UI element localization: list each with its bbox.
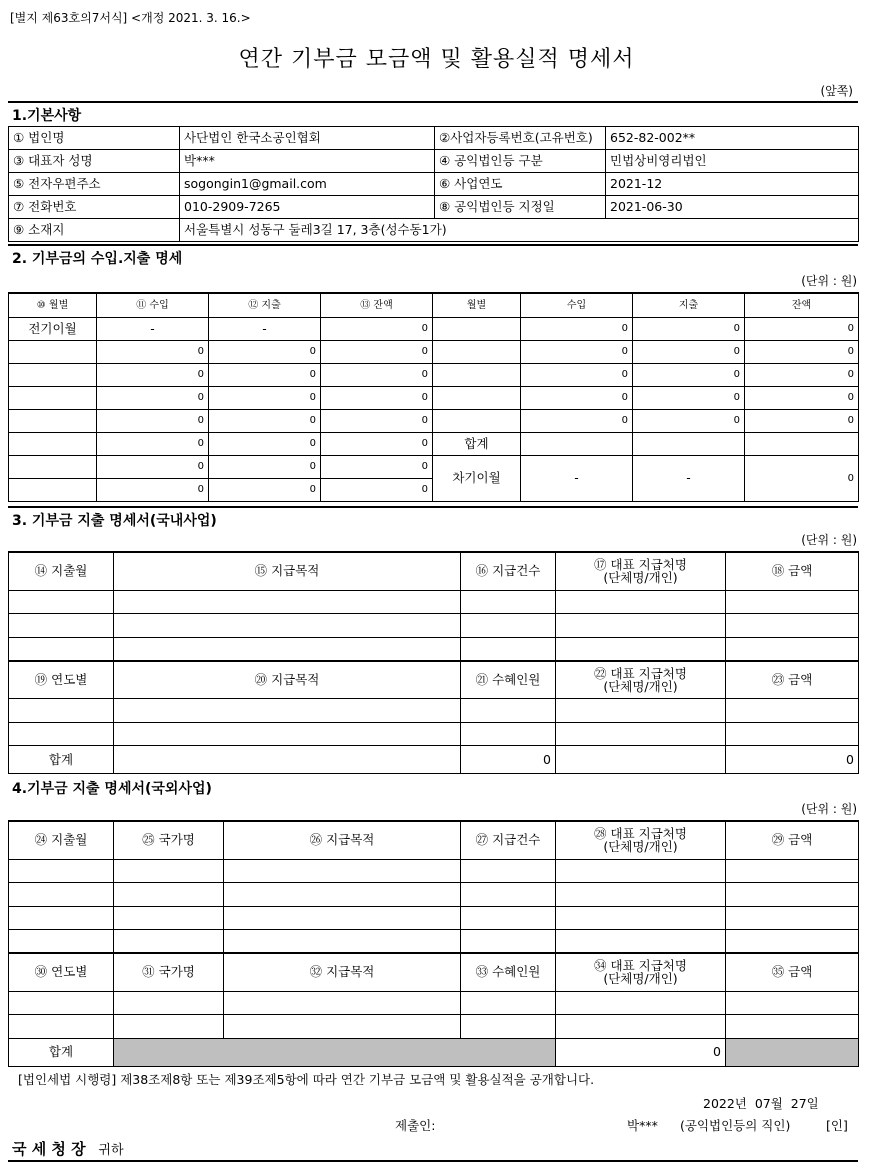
empty-cell bbox=[114, 1015, 224, 1039]
info-value: 652-82-002** bbox=[606, 127, 859, 150]
empty-cell bbox=[461, 590, 556, 614]
cell-value: 0 bbox=[321, 340, 433, 363]
cell-income: - bbox=[521, 455, 633, 501]
empty-cell bbox=[224, 883, 461, 907]
cell-value: 0 bbox=[209, 478, 321, 501]
empty-cell bbox=[726, 883, 859, 907]
table-row bbox=[9, 722, 859, 746]
empty-cell bbox=[114, 991, 224, 1015]
empty-cell bbox=[114, 883, 224, 907]
table-row bbox=[9, 699, 859, 723]
header-line: (단체명/개인) bbox=[603, 971, 678, 987]
empty-cell bbox=[556, 991, 726, 1015]
cell-month bbox=[9, 363, 97, 386]
column-header bbox=[556, 821, 726, 859]
empty-cell bbox=[9, 906, 114, 930]
info-label: ⑨ 소재지 bbox=[9, 219, 180, 242]
empty-cell bbox=[114, 614, 461, 638]
header-line: (단체명/개인) bbox=[603, 839, 678, 855]
header-row bbox=[9, 552, 859, 590]
info-label: ⑥ 사업연도 bbox=[435, 173, 606, 196]
header-row bbox=[9, 821, 859, 859]
empty-cell bbox=[556, 614, 726, 638]
empty-cell bbox=[224, 1015, 461, 1039]
domestic-expense-table bbox=[8, 551, 859, 774]
info-value: sogongin1@gmail.com bbox=[180, 173, 435, 196]
table-row bbox=[9, 614, 859, 638]
cell-month bbox=[433, 363, 521, 386]
cell-expense: - bbox=[633, 455, 745, 501]
empty-cell bbox=[556, 1015, 726, 1039]
table-row bbox=[9, 363, 859, 386]
cell-month bbox=[433, 317, 521, 340]
cell-value: 0 bbox=[633, 386, 745, 409]
cell-value bbox=[521, 432, 633, 455]
section4-title: 4.기부금 지출 명세서(국외사업) bbox=[12, 781, 212, 797]
empty-cell bbox=[556, 906, 726, 930]
empty-cell bbox=[461, 1015, 556, 1039]
form-reference: [별지 제63호의7서식] <개정 2021. 3. 16.> bbox=[10, 11, 251, 25]
table-row bbox=[9, 930, 859, 954]
total-row bbox=[9, 1038, 859, 1066]
header-line: ㉞ 대표 지급처명 bbox=[594, 958, 687, 974]
cell-value: 0 bbox=[209, 409, 321, 432]
section3-title: 3. 기부금 지출 명세서(국내사업) bbox=[12, 513, 217, 529]
empty-cell bbox=[556, 637, 726, 661]
column-header: ⑱ 금액 bbox=[726, 552, 859, 590]
section1-title: 1.기본사항 bbox=[12, 108, 82, 124]
empty-cell bbox=[461, 883, 556, 907]
table-row bbox=[9, 386, 859, 409]
cell-value bbox=[745, 432, 859, 455]
empty-cell bbox=[461, 722, 556, 746]
cell-value: 0 bbox=[633, 363, 745, 386]
empty-cell bbox=[9, 1015, 114, 1039]
cell-value: 0 bbox=[521, 386, 633, 409]
empty-cell bbox=[114, 906, 224, 930]
cell-month bbox=[9, 478, 97, 501]
empty-cell bbox=[726, 906, 859, 930]
column-header: ㉙ 금액 bbox=[726, 821, 859, 859]
empty-cell bbox=[556, 722, 726, 746]
empty-cell bbox=[9, 637, 114, 661]
empty-cell bbox=[114, 746, 461, 774]
total-label: 합계 bbox=[433, 432, 521, 455]
empty-cell bbox=[726, 991, 859, 1015]
section2-title: 2. 기부금의 수입.지출 명세 bbox=[12, 251, 183, 267]
cell-value: 0 bbox=[321, 478, 433, 501]
header-line: ㉘ 대표 지급처명 bbox=[594, 826, 687, 842]
cell-income: - bbox=[97, 317, 209, 340]
column-header: ㉑ 수혜인원 bbox=[461, 661, 556, 699]
info-value: 민법상비영리법인 bbox=[606, 150, 859, 173]
submitter-name: 박*** bbox=[627, 1118, 658, 1133]
column-header: ㉜ 지급목적 bbox=[224, 953, 461, 991]
cell-value: 0 bbox=[521, 340, 633, 363]
cell-value: 0 bbox=[209, 455, 321, 478]
seal-placeholder: [인] bbox=[826, 1118, 848, 1133]
cell-value: 0 bbox=[521, 317, 633, 340]
empty-cell bbox=[461, 614, 556, 638]
cell-month bbox=[433, 409, 521, 432]
column-header: ㉛ 국가명 bbox=[114, 953, 224, 991]
recipient-suffix: 귀하 bbox=[98, 1143, 124, 1158]
empty-cell bbox=[114, 930, 224, 954]
empty-cell bbox=[9, 614, 114, 638]
column-header bbox=[556, 552, 726, 590]
table-row bbox=[9, 991, 859, 1015]
empty-cell bbox=[9, 930, 114, 954]
info-value: 박*** bbox=[180, 150, 435, 173]
cell-expense: - bbox=[209, 317, 321, 340]
cell-value: 0 bbox=[97, 340, 209, 363]
cell-value: 0 bbox=[321, 386, 433, 409]
empty-cell bbox=[726, 930, 859, 954]
cell-value: 0 bbox=[745, 317, 859, 340]
column-header bbox=[556, 661, 726, 699]
column-header: 수입 bbox=[521, 293, 633, 317]
cell-month bbox=[433, 386, 521, 409]
info-value: 서울특별시 성동구 둘레3길 17, 3층(성수동1가) bbox=[180, 219, 859, 242]
cell-value: 0 bbox=[745, 386, 859, 409]
header-row bbox=[9, 661, 859, 699]
column-header bbox=[556, 953, 726, 991]
column-header: ㉚ 연도별 bbox=[9, 953, 114, 991]
table-row bbox=[9, 637, 859, 661]
empty-cell bbox=[556, 699, 726, 723]
column-header: ㉕ 국가명 bbox=[114, 821, 224, 859]
info-label: ②사업자등록번호(고유번호) bbox=[435, 127, 606, 150]
header-row bbox=[9, 293, 859, 317]
next-carry-label: 차기이월 bbox=[433, 455, 521, 501]
info-label: ④ 공익법인등 구분 bbox=[435, 150, 606, 173]
cell-value: 0 bbox=[209, 363, 321, 386]
info-value: 2021-12 bbox=[606, 173, 859, 196]
column-header: ㉟ 금액 bbox=[726, 953, 859, 991]
cell-value: 0 bbox=[521, 409, 633, 432]
cell-value: 0 bbox=[97, 455, 209, 478]
empty-cell bbox=[726, 722, 859, 746]
header-line: ㉒ 대표 지급처명 bbox=[594, 665, 687, 681]
info-label: ① 법인명 bbox=[9, 127, 180, 150]
column-header: ⑩ 월별 bbox=[9, 293, 97, 317]
empty-cell bbox=[114, 722, 461, 746]
column-header: ㉔ 지출월 bbox=[9, 821, 114, 859]
legal-note: [법인세법 시행령] 제38조제8항 또는 제39조제5항에 따라 연간 기부금 모금액 및 활용실적을 공개합니다. bbox=[18, 1072, 595, 1087]
empty-cell bbox=[556, 590, 726, 614]
empty-cell bbox=[9, 883, 114, 907]
column-header: ⑮ 지급목적 bbox=[114, 552, 461, 590]
cell-value: 0 bbox=[209, 386, 321, 409]
cell-month bbox=[9, 409, 97, 432]
empty-cell bbox=[726, 590, 859, 614]
cell-value: 0 bbox=[745, 363, 859, 386]
info-row bbox=[9, 219, 859, 242]
cell-value: 0 bbox=[321, 409, 433, 432]
total-count: 0 bbox=[461, 746, 556, 774]
empty-cell bbox=[224, 930, 461, 954]
header-row bbox=[9, 953, 859, 991]
empty-cell bbox=[461, 906, 556, 930]
cell-balance: 0 bbox=[745, 455, 859, 501]
shaded-cell bbox=[726, 1038, 859, 1066]
empty-cell bbox=[9, 699, 114, 723]
cell-value: 0 bbox=[321, 432, 433, 455]
cell-month bbox=[433, 340, 521, 363]
empty-cell bbox=[9, 991, 114, 1015]
info-label: ⑤ 전자우편주소 bbox=[9, 173, 180, 196]
header-line: (단체명/개인) bbox=[603, 678, 678, 694]
header-line: (단체명/개인) bbox=[603, 570, 678, 586]
info-row bbox=[9, 127, 859, 150]
cell-value: 0 bbox=[745, 409, 859, 432]
column-header: ⑫ 지출 bbox=[209, 293, 321, 317]
page-side-label: (앞쪽) bbox=[820, 84, 853, 98]
empty-cell bbox=[726, 699, 859, 723]
info-label: ⑦ 전화번호 bbox=[9, 196, 180, 219]
column-header: ㉓ 금액 bbox=[726, 661, 859, 699]
empty-cell bbox=[114, 637, 461, 661]
total-count: 0 bbox=[556, 1038, 726, 1066]
overseas-expense-table bbox=[8, 820, 859, 1067]
table-row bbox=[9, 432, 859, 455]
info-value: 2021-06-30 bbox=[606, 196, 859, 219]
cell-value: 0 bbox=[633, 317, 745, 340]
total-row bbox=[9, 746, 859, 774]
table-row bbox=[9, 590, 859, 614]
total-amount: 0 bbox=[726, 746, 859, 774]
column-header: ㉗ 지급건수 bbox=[461, 821, 556, 859]
section4-unit: (단위 : 원) bbox=[801, 802, 857, 816]
empty-cell bbox=[224, 859, 461, 883]
shaded-cell bbox=[114, 1038, 556, 1066]
info-value: 사단법인 한국소공인협회 bbox=[180, 127, 435, 150]
cell-value: 0 bbox=[633, 409, 745, 432]
cell-month bbox=[9, 455, 97, 478]
table-row bbox=[9, 883, 859, 907]
income-expense-table bbox=[8, 292, 859, 502]
empty-cell bbox=[726, 637, 859, 661]
column-header: ⑭ 지출월 bbox=[9, 552, 114, 590]
basic-info-table bbox=[8, 126, 859, 242]
empty-cell bbox=[461, 637, 556, 661]
column-header: 잔액 bbox=[745, 293, 859, 317]
cell-value: 0 bbox=[97, 409, 209, 432]
cell-value: 0 bbox=[209, 340, 321, 363]
table-row bbox=[9, 1015, 859, 1039]
document-title: 연간 기부금 모금액 및 활용실적 명세서 bbox=[238, 47, 635, 72]
submitter-role: (공익법인등의 직인) bbox=[680, 1118, 791, 1133]
empty-cell bbox=[114, 859, 224, 883]
info-label: ⑧ 공익법인등 지정일 bbox=[435, 196, 606, 219]
column-header: ⑪ 수입 bbox=[97, 293, 209, 317]
cell-value: 0 bbox=[745, 340, 859, 363]
table-row bbox=[9, 906, 859, 930]
empty-cell bbox=[224, 991, 461, 1015]
submitter-label: 제출인: bbox=[395, 1118, 436, 1133]
empty-cell bbox=[556, 930, 726, 954]
cell-month bbox=[9, 432, 97, 455]
cell-month bbox=[9, 340, 97, 363]
table-row bbox=[9, 340, 859, 363]
empty-cell bbox=[726, 859, 859, 883]
header-line: ⑰ 대표 지급처명 bbox=[594, 557, 687, 573]
column-header: ㉝ 수혜인원 bbox=[461, 953, 556, 991]
total-label: 합계 bbox=[9, 1038, 114, 1066]
empty-cell bbox=[224, 906, 461, 930]
info-row bbox=[9, 196, 859, 219]
cell-value: 0 bbox=[521, 363, 633, 386]
prev-carry-label: 전기이월 bbox=[9, 317, 97, 340]
empty-cell bbox=[726, 1015, 859, 1039]
table-row bbox=[9, 317, 859, 340]
empty-cell bbox=[9, 859, 114, 883]
info-value: 010-2909-7265 bbox=[180, 196, 435, 219]
column-header: 지출 bbox=[633, 293, 745, 317]
info-row bbox=[9, 150, 859, 173]
empty-cell bbox=[461, 699, 556, 723]
submission-date: 2022년 07월 27일 bbox=[703, 1096, 819, 1111]
empty-cell bbox=[726, 614, 859, 638]
empty-cell bbox=[461, 991, 556, 1015]
cell-value: 0 bbox=[321, 363, 433, 386]
empty-cell bbox=[461, 930, 556, 954]
cell-value: 0 bbox=[209, 432, 321, 455]
recipient-name: 국 세 청 장 bbox=[12, 1140, 86, 1158]
cell-value: 0 bbox=[97, 386, 209, 409]
column-header: ⑳ 지급목적 bbox=[114, 661, 461, 699]
cell-value: 0 bbox=[97, 478, 209, 501]
table-row bbox=[9, 859, 859, 883]
cell-value bbox=[633, 432, 745, 455]
empty-cell bbox=[556, 883, 726, 907]
column-header: 월별 bbox=[433, 293, 521, 317]
column-header: ⑬ 잔액 bbox=[321, 293, 433, 317]
empty-cell bbox=[9, 590, 114, 614]
cell-month bbox=[9, 386, 97, 409]
table-row bbox=[9, 455, 859, 478]
info-label: ③ 대표자 성명 bbox=[9, 150, 180, 173]
section2-unit: (단위 : 원) bbox=[801, 274, 857, 288]
info-row bbox=[9, 173, 859, 196]
empty-cell bbox=[461, 859, 556, 883]
column-header: ⑲ 연도별 bbox=[9, 661, 114, 699]
cell-value: 0 bbox=[633, 340, 745, 363]
table-row bbox=[9, 409, 859, 432]
column-header: ⑯ 지급건수 bbox=[461, 552, 556, 590]
total-label: 합계 bbox=[9, 746, 114, 774]
column-header: ㉖ 지급목적 bbox=[224, 821, 461, 859]
empty-cell bbox=[556, 859, 726, 883]
empty-cell bbox=[9, 722, 114, 746]
cell-balance: 0 bbox=[321, 317, 433, 340]
empty-cell bbox=[114, 699, 461, 723]
empty-cell bbox=[556, 746, 726, 774]
cell-value: 0 bbox=[97, 432, 209, 455]
cell-value: 0 bbox=[97, 363, 209, 386]
cell-value: 0 bbox=[321, 455, 433, 478]
recipient bbox=[12, 1138, 124, 1159]
section3-unit: (단위 : 원) bbox=[801, 533, 857, 547]
empty-cell bbox=[114, 590, 461, 614]
